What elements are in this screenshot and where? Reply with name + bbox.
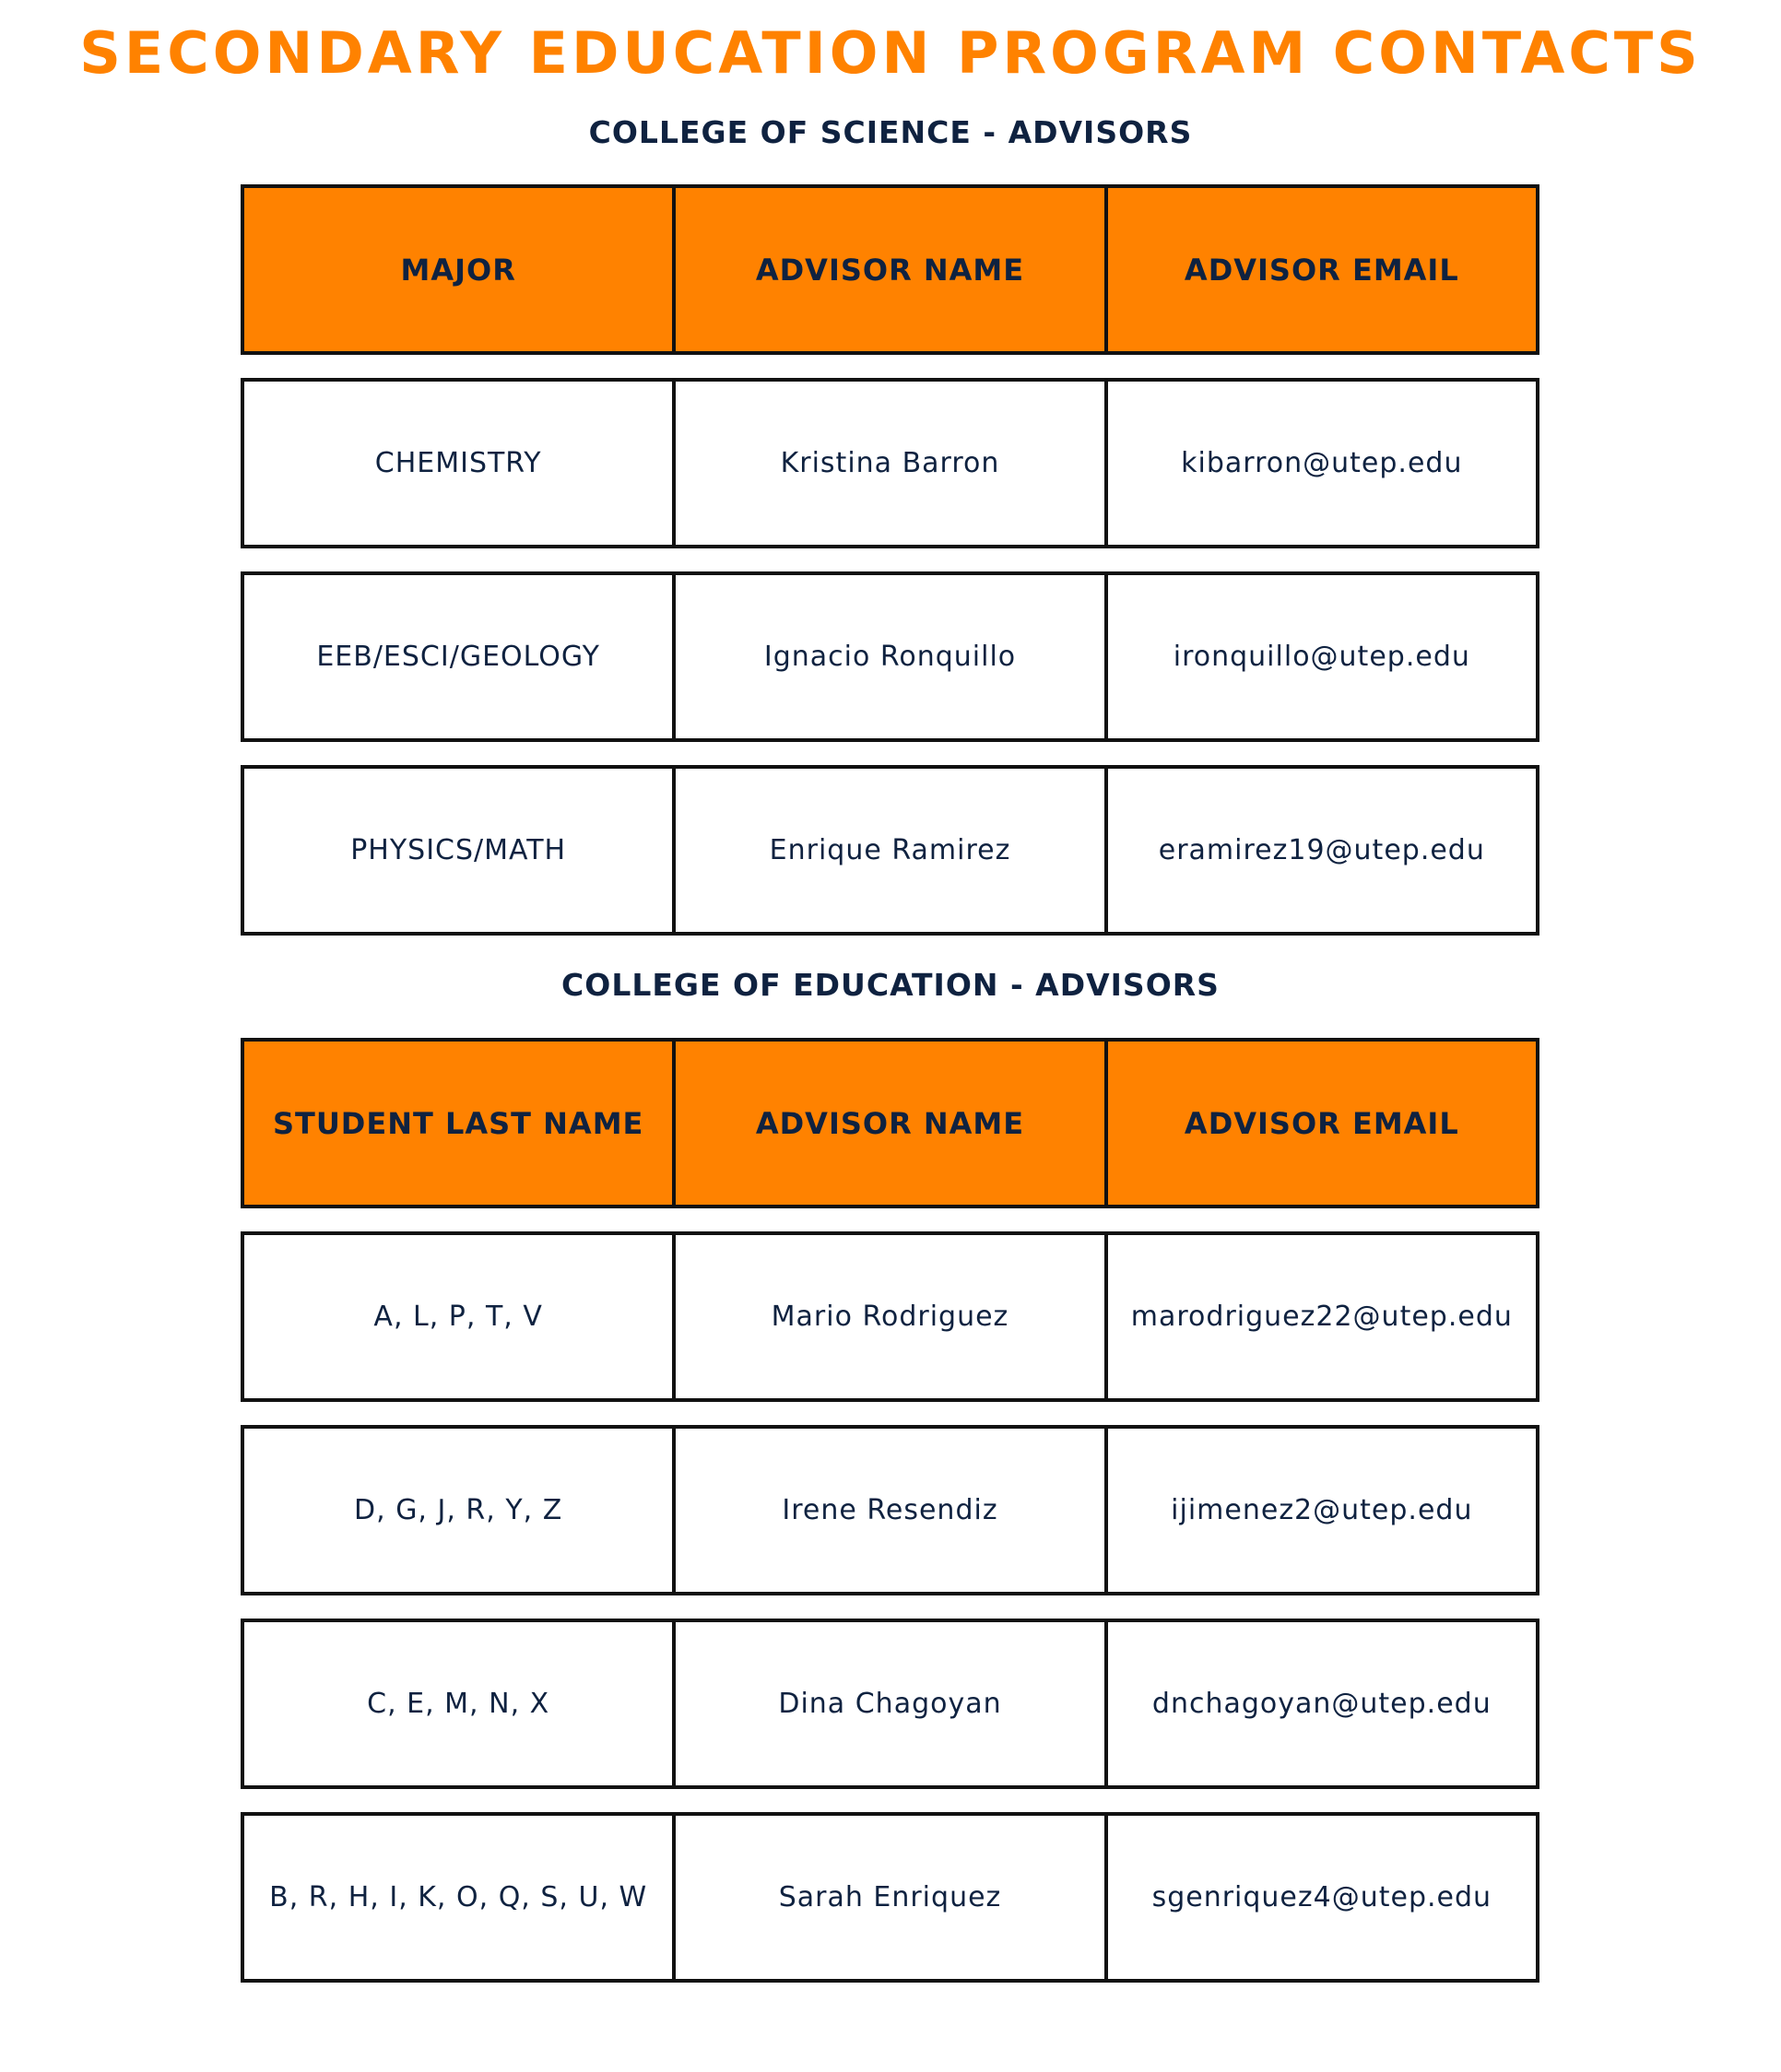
last-name-range-cell: C, E, M, N, X <box>367 1688 550 1720</box>
advisor-email-cell: ijimenez2@utep.edu <box>1104 1429 1536 1592</box>
advisor-name-cell: Enrique Ramirez <box>672 769 1103 932</box>
science-section-title: COLLEGE OF SCIENCE - ADVISORS <box>588 114 1193 150</box>
table-row <box>241 1425 1539 1595</box>
table-header-row <box>241 1038 1539 1208</box>
advisor-name-cell: Kristina Barron <box>672 382 1103 545</box>
last-name-range-cell: D, G, J, R, Y, Z <box>354 1494 563 1526</box>
advisor-name-cell: Ignacio Ronquillo <box>672 575 1103 738</box>
last-name-range-cell: B, R, H, I, K, O, Q, S, U, W <box>269 1881 648 1913</box>
column-header-advisor-name: ADVISOR NAME <box>672 188 1103 351</box>
table-row <box>241 571 1539 742</box>
advisor-email-cell: kibarron@utep.edu <box>1104 382 1536 545</box>
advisor-email-cell: sgenriquez4@utep.edu <box>1104 1816 1536 1979</box>
advisor-email-cell: dnchagoyan@utep.edu <box>1104 1622 1536 1785</box>
column-header-major: MAJOR <box>400 252 516 288</box>
table-row <box>241 378 1539 548</box>
advisor-name-cell: Mario Rodriguez <box>672 1235 1103 1398</box>
education-section-title: COLLEGE OF EDUCATION - ADVISORS <box>561 967 1220 1003</box>
advisor-email-cell: marodriguez22@utep.edu <box>1104 1235 1536 1398</box>
major-cell: PHYSICS/MATH <box>350 834 567 866</box>
major-cell: EEB/ESCI/GEOLOGY <box>316 641 600 673</box>
column-header-advisor-email: ADVISOR EMAIL <box>1104 1042 1536 1205</box>
table-row <box>241 765 1539 936</box>
advisor-email-cell: ironquillo@utep.edu <box>1104 575 1536 738</box>
advisor-name-cell: Dina Chagoyan <box>672 1622 1103 1785</box>
column-header-advisor-name: ADVISOR NAME <box>672 1042 1103 1205</box>
table-row <box>241 1812 1539 1983</box>
table-row <box>241 1231 1539 1402</box>
column-header-student-last-name: STUDENT LAST NAME <box>272 1105 644 1141</box>
advisor-email-cell: eramirez19@utep.edu <box>1104 769 1536 932</box>
page-title: SECONDARY EDUCATION PROGRAM CONTACTS <box>79 19 1702 87</box>
table-header-row <box>241 184 1539 355</box>
table-row <box>241 1619 1539 1789</box>
advisor-name-cell: Irene Resendiz <box>672 1429 1103 1592</box>
column-header-advisor-email: ADVISOR EMAIL <box>1104 188 1536 351</box>
advisor-name-cell: Sarah Enriquez <box>672 1816 1103 1979</box>
last-name-range-cell: A, L, P, T, V <box>373 1301 543 1333</box>
major-cell: CHEMISTRY <box>374 447 542 479</box>
